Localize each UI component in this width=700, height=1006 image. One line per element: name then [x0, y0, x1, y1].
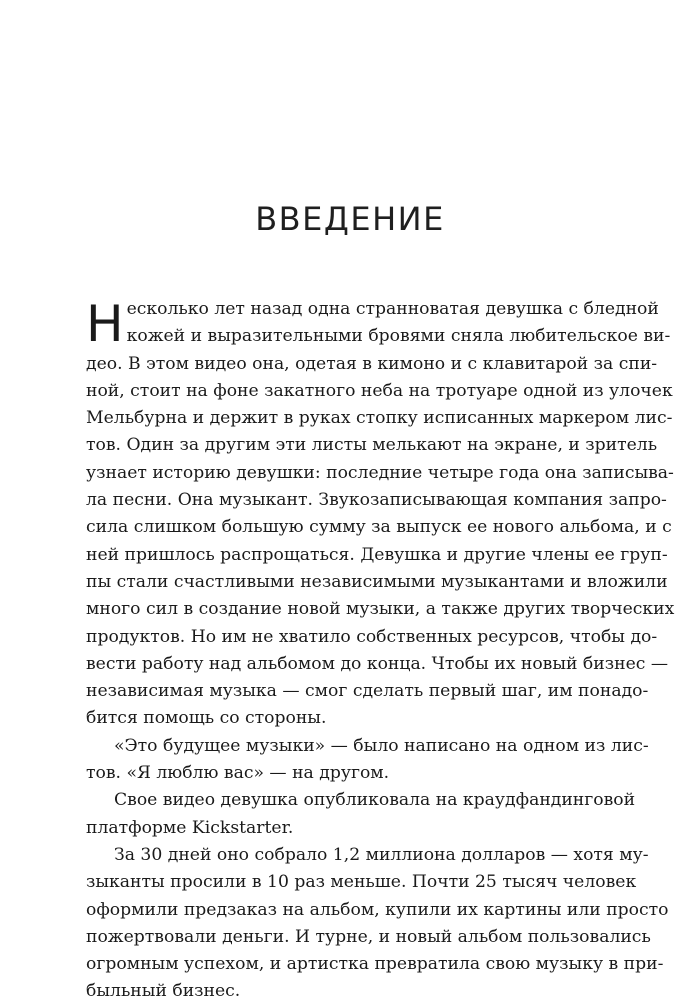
- text-line: пы стали счастливыми независимыми музыкантами и вложили: [86, 571, 668, 592]
- text-line: ней пришлось распрощаться. Девушка и другие члены ее груп-: [86, 544, 668, 565]
- text-line: тов. «Я люблю вас» — на другом.: [86, 763, 390, 784]
- text-line: ла песни. Она музыкант. Звукозаписывающая компания запро-: [86, 490, 667, 511]
- text-line: тов. Один за другим эти листы мелькают на экране, и зритель: [86, 435, 658, 456]
- text-line: зыканты просили в 10 раз меньше. Почти 25 тысяч человек: [86, 872, 637, 893]
- text-line: есколько лет назад одна странноватая девушка с бледной: [126, 299, 659, 319]
- text-line: оформили предзаказ на альбом, купили их картины или просто: [86, 899, 669, 920]
- paragraph: [86, 733, 649, 788]
- text-line: платформе Kickstarter.: [86, 817, 294, 838]
- text-line: део. В этом видео она, одетая в кимоно и с клавитарой за спи-: [86, 353, 658, 374]
- text-line: продуктов. Но им не хватило собственных ресурсов, чтобы до-: [86, 626, 658, 647]
- text-line: Мельбурна и держит в руках стопку исписанных маркером лис-: [86, 408, 673, 429]
- text-line: независимая музыка — смог сделать первый шаг, им понадо-: [86, 681, 649, 702]
- body-text: [86, 295, 675, 1006]
- text-line: пожертвовали деньги. И турне, и новый альбом пользовались: [86, 926, 651, 947]
- text-line: бится помощь со стороны.: [86, 708, 327, 729]
- text-line: кожей и выразительными бровями сняла любительское ви-: [126, 326, 671, 347]
- text-line: узнает историю девушки: последние четыре года она записыва-: [86, 462, 674, 483]
- chapter-title: ВВЕДЕНИЕ: [255, 200, 445, 238]
- text-line: сила слишком большую сумму за выпуск ее нового альбома, и с: [86, 517, 672, 538]
- paragraph: [86, 787, 636, 842]
- text-line: Свое видео девушка опубликовала на краудфандинговой: [114, 790, 636, 811]
- text-line: «Это будущее музыки» — было написано на одном из лис-: [114, 735, 649, 756]
- drop-cap: Н: [86, 295, 124, 353]
- text-line: огромным успехом, и артистка превратила свою музыку в при-: [86, 954, 664, 975]
- text-line: быльный бизнес.: [86, 981, 241, 1002]
- text-line: ной, стоит на фоне закатного неба на тротуаре одной из улочек: [86, 380, 673, 401]
- paragraph: [86, 842, 669, 1006]
- text-line: много сил в создание новой музыки, а также других творческих: [86, 599, 675, 620]
- text-line: вести работу над альбомом до конца. Чтобы их новый бизнес —: [86, 653, 669, 674]
- paragraph: [86, 295, 675, 733]
- text-line: За 30 дней оно собрало 1,2 миллиона долларов — хотя му-: [114, 844, 649, 865]
